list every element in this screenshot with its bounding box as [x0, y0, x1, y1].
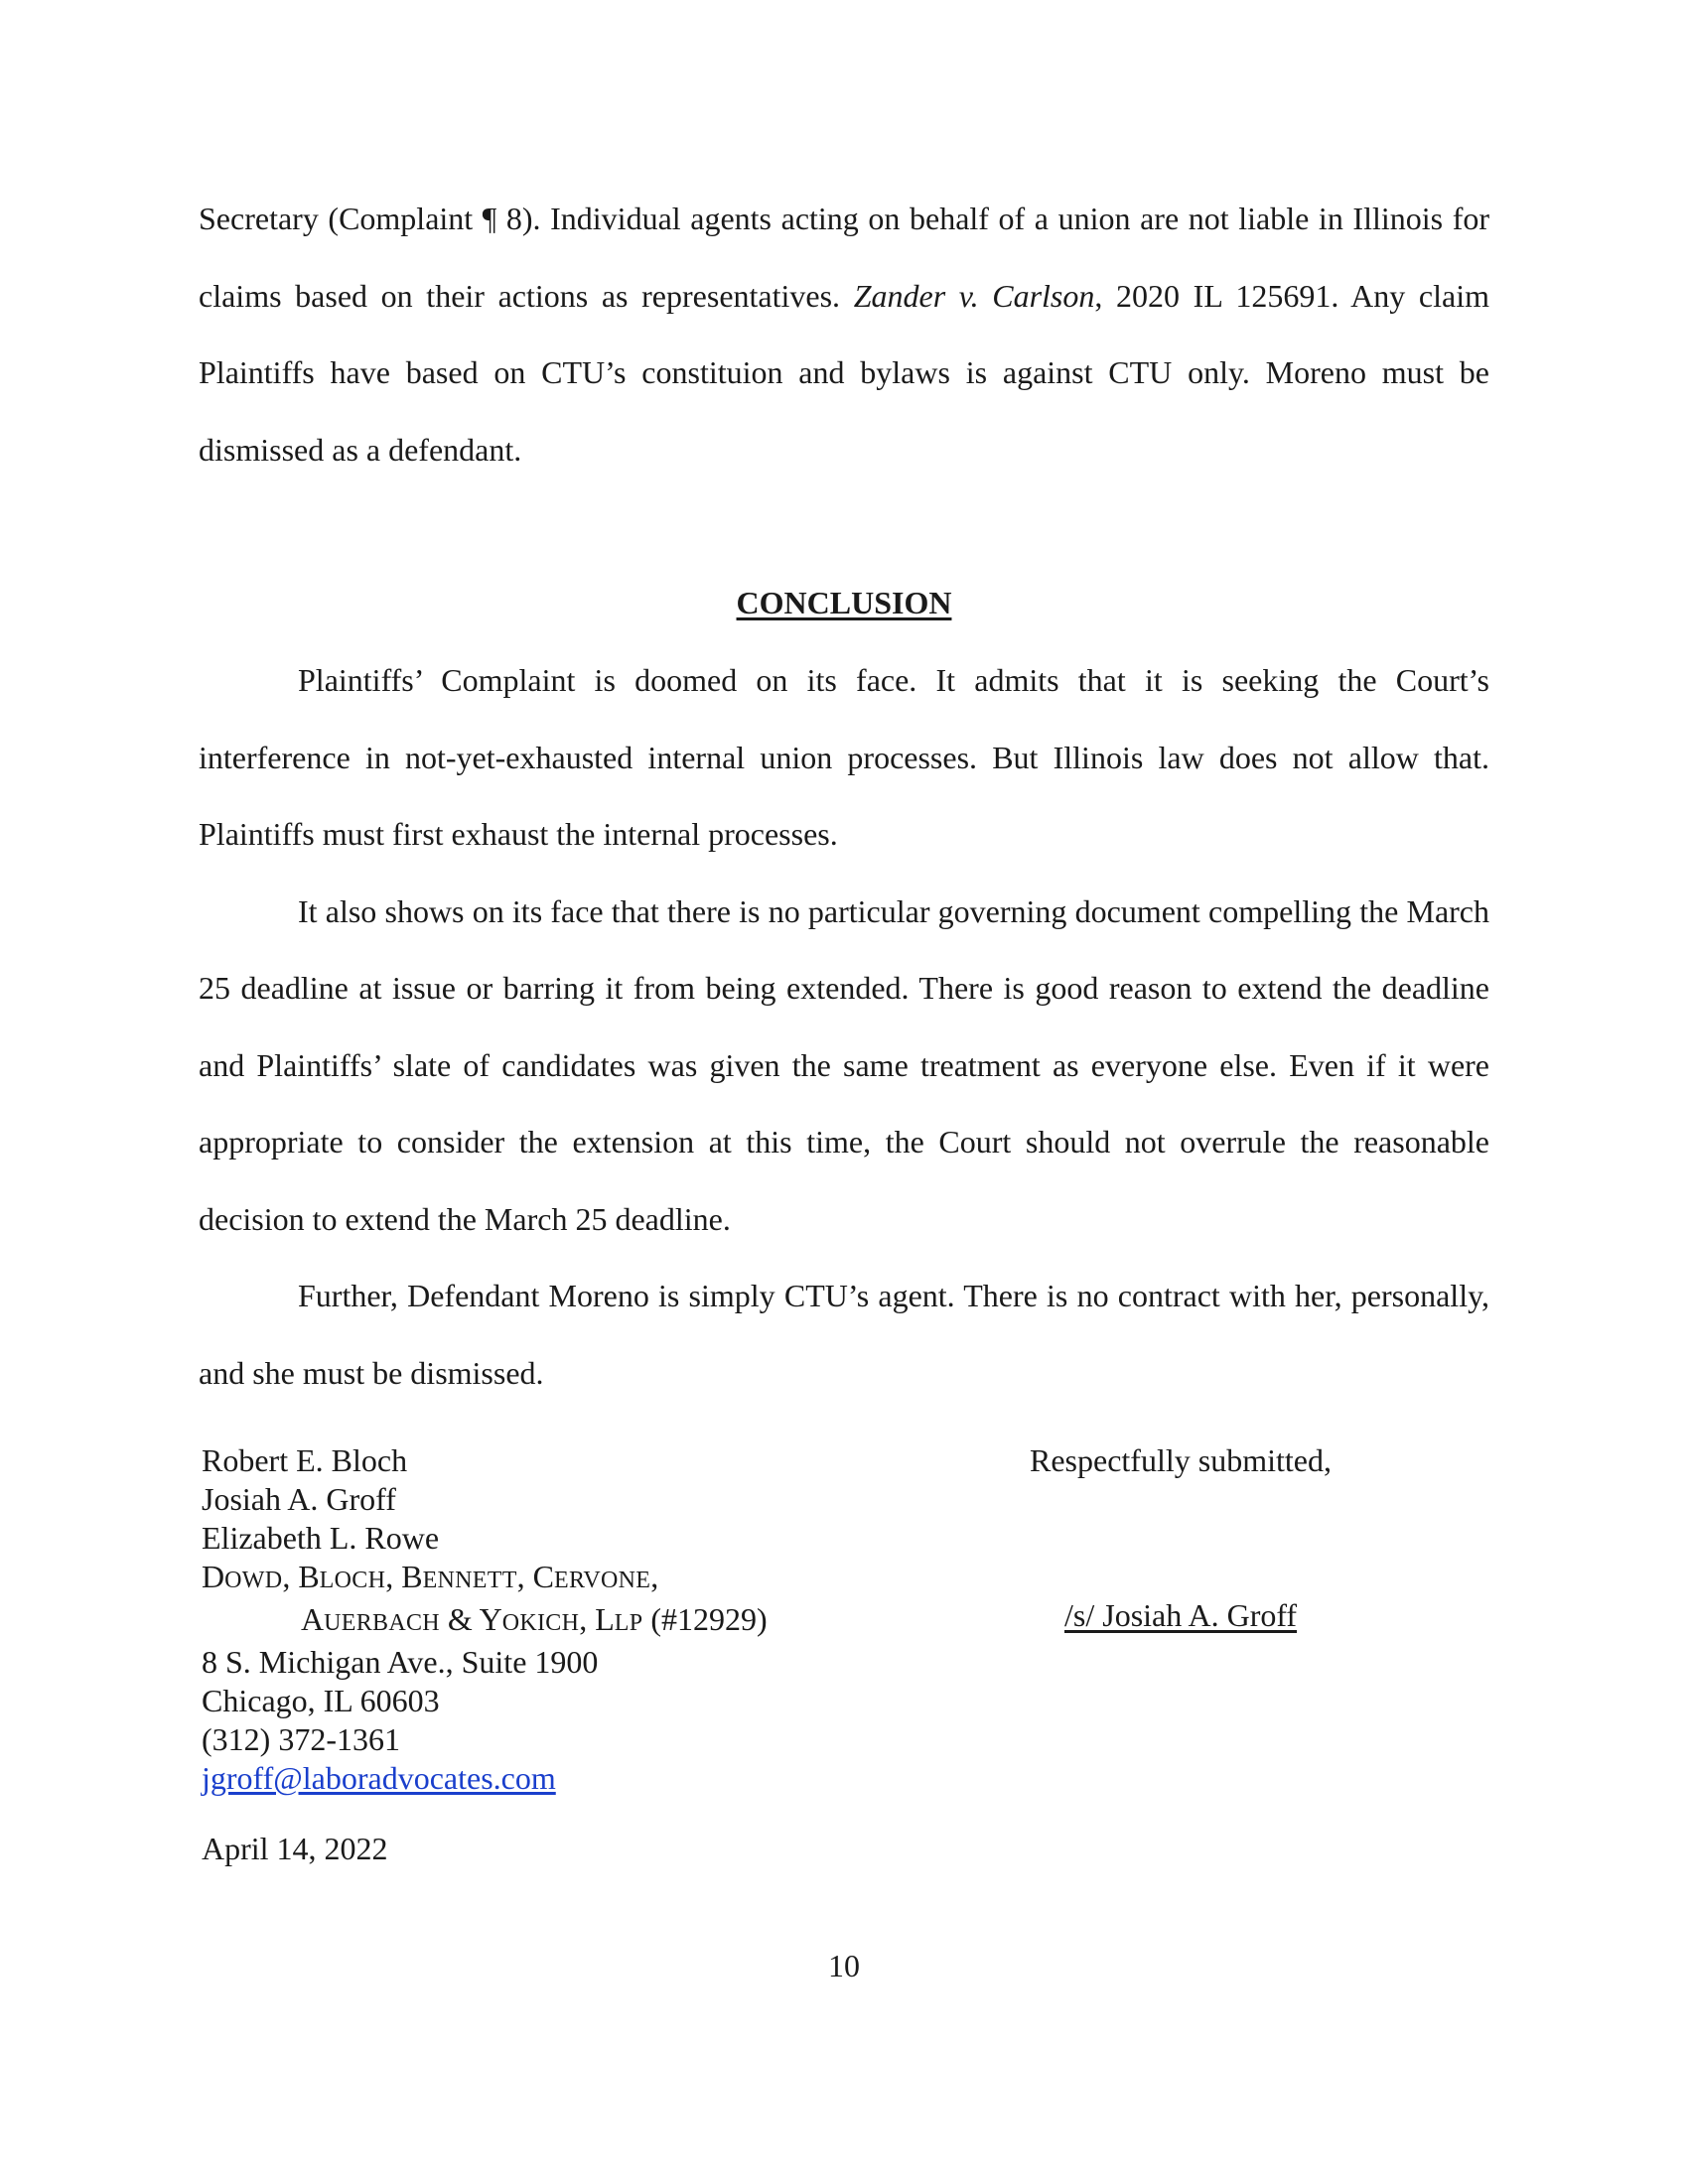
conclusion-paragraph: Plaintiffs’ Complaint is doomed on its face. It admits that it is seeking the Court’s interference in not-yet-exhausted internal union processes. But Illinois law does not allow that. Plaintiffs must first exhaust the internal processes.: [199, 662, 1489, 852]
attorney-name: Robert E. Bloch: [202, 1442, 408, 1478]
filing-date: April 14, 2022: [202, 1831, 388, 1866]
attorney-name: Josiah A. Groff: [202, 1481, 396, 1517]
attorney-name: Elizabeth L. Rowe: [202, 1520, 440, 1556]
conclusion-paragraph: Further, Defendant Moreno is simply CTU’s agent. There is no contract with her, personally, and she must be dismissed.: [199, 1278, 1489, 1391]
firm-address-city: Chicago, IL 60603: [202, 1683, 440, 1718]
conclusion-body: [199, 642, 1489, 1412]
firm-name-line-1: DOWD, BLOCH, BENNETT, CERVONE,: [202, 1559, 659, 1594]
page-number: 10: [828, 1948, 860, 1983]
conclusion-paragraph: It also shows on its face that there is no particular governing document compelling the March 25 deadline at issue or barring it from being extended. There is good reason to extend the deadline and Plaintiffs’ slate of candidates was given the same treatment as everyone else. Even if it were appropriate to consider the extension at this time, the Court should not overrule the reasonable decision to extend the March 25 deadline.: [199, 892, 1489, 1237]
electronic-signature: /s/ Josiah A. Groff: [1064, 1597, 1298, 1633]
closing-phrase: Respectfully submitted,: [1030, 1442, 1332, 1478]
intro-text-2: , 2020 IL 125691. Any claim Plaintiffs have based on CTU’s constituion and bylaws is against CTU only. Moreno must be dismissed as a defendant.: [199, 277, 1490, 468]
attorney-block: [202, 1441, 956, 1798]
firm-name-line-2: AUERBACH & YOKICH, LLP (#12929): [301, 1601, 768, 1637]
firm-address-street: 8 S. Michigan Ave., Suite 1900: [202, 1644, 599, 1680]
case-citation: Zander v. Carlson: [853, 277, 1095, 314]
firm-phone: (312) 372-1361: [202, 1721, 400, 1757]
intro-text-1: Secretary (Complaint ¶ 8). Individual agents acting on behalf of a union are not liable in Illinois for claims based on their actions as representatives.: [199, 201, 1489, 314]
email-link[interactable]: jgroff@laboradvocates.com: [202, 1760, 556, 1796]
conclusion-heading: CONCLUSION: [736, 585, 952, 620]
intro-paragraph: [199, 181, 1489, 488]
